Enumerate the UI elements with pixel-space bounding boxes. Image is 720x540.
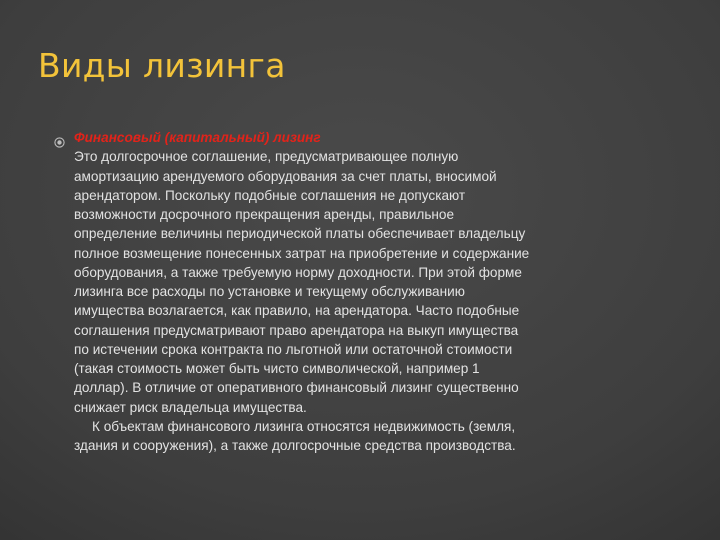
- body-line: соглашения предусматривают право арендатора на выкуп имущества: [74, 322, 519, 338]
- body-line: возможности досрочного прекращения аренды, правильное: [74, 207, 455, 222]
- body-line: имущества возлагается, как правило, на арендатора. Часто подобные: [74, 303, 520, 319]
- body-line: (такая стоимость может быть чисто символической, например 1: [74, 361, 480, 376]
- body-line: полное возмещение понесенных затрат на приобретение и содержание: [74, 245, 530, 261]
- paragraph-line: К объектам финансового лизинга относятся недвижимость (земля,: [92, 418, 516, 434]
- circle-bullet-icon: [54, 137, 65, 148]
- body-line: оборудования, а также требуемую норму доходности. При этой форме: [74, 264, 522, 280]
- body-line: амортизацию арендуемого оборудования за счет платы, вносимой: [74, 168, 497, 184]
- body-line: по истечении срока контракта по льготной или остаточной стоимости: [74, 341, 513, 357]
- body-line: снижает риск владельца имущества.: [74, 399, 307, 415]
- body-line: Это долгосрочное соглашение, предусматривающее полную: [74, 149, 459, 165]
- bullet-heading: Финансовый (капитальный) лизинг: [74, 130, 321, 145]
- slide-title: Виды лизинга: [38, 46, 286, 85]
- body-line: лизинга все расходы по установке и текущему обслуживанию: [74, 284, 465, 299]
- body-line: арендатором. Поскольку подобные соглашения не допускают: [74, 187, 466, 203]
- bullet-body: [74, 128, 624, 455]
- body-line: доллар). В отличие от оперативного финансовый лизинг существенно: [74, 380, 519, 396]
- paragraph-line: здания и сооружения), а также долгосрочные средства производства.: [74, 438, 516, 453]
- body-line: определение величины периодической платы обеспечивает владельцу: [74, 226, 526, 242]
